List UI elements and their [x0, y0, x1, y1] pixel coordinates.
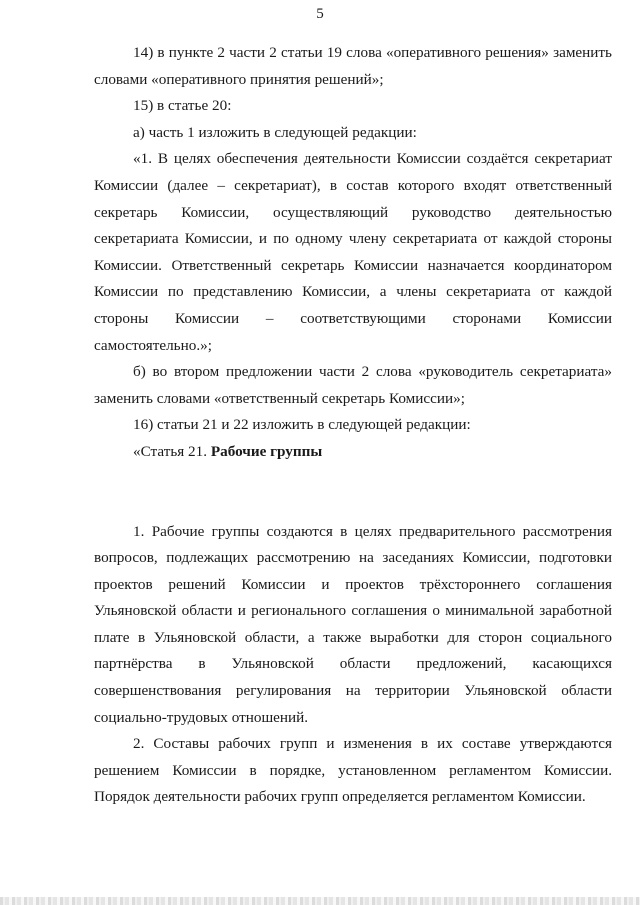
paragraph-item-15: 15) в статье 20: — [133, 97, 232, 115]
scan-edge-artifact — [0, 897, 640, 905]
paragraph-subitem-b: б) во втором предложении части 2 слова «руководитель секретариата» заменить словами «ответственный секретарь Комиссии»; — [94, 363, 612, 407]
document-body — [94, 40, 612, 811]
article-21-prefix: «Статья 21. — [133, 442, 211, 460]
paragraph-item-16: 16) статьи 21 и 22 изложить в следующей редакции: — [133, 416, 471, 434]
article-21-title: Рабочие группы — [210, 442, 323, 460]
article-21-part-1: 1. Рабочие группы создаются в целях предварительного рассмотрения вопросов, подлежащих рассмотрению на заседаниях Комиссии, подготовки проектов решений Комиссии и проектов трёхстороннего соглашения Ульяновской области и регионального соглашения о минимальной заработной плате в Ульяновской области, а также выработки для сторон социального партнёрства в Ульяновской области предложений, касающихся совершенствования регулирования на территории Ульяновской области социально-трудовых отношений. — [94, 522, 612, 726]
page-number: 5 — [316, 6, 324, 22]
article-21-heading — [94, 439, 612, 466]
paragraph-item-14: 14) в пункте 2 части 2 статьи 19 слова «оперативного решения» заменить словами «оперативного принятия решений»; — [94, 44, 612, 88]
article-21-part-2: 2. Составы рабочих групп и изменения в их составе утверждаются решением Комиссии в порядке, установленном регламентом Комиссии. Порядок деятельности рабочих групп определяется регламентом Комиссии. — [94, 735, 612, 806]
paragraph-subitem-a: а) часть 1 изложить в следующей редакции: — [133, 123, 417, 141]
paragraph-quoted-part-1: «1. В целях обеспечения деятельности Комиссии создаётся секретариат Комиссии (далее – секретариат), в состав которого входят ответственный секретарь Комиссии, осуществляющий руководство деятельностью секретариата Комиссии, и по одному члену секретариата от каждой стороны Комиссии. Ответственный секретарь Комиссии назначается координатором Комиссии по представлению Комиссии, а члены секретариата от каждой стороны Комиссии – соответствующими сторонами Комиссии самостоятельно.»; — [94, 150, 612, 354]
